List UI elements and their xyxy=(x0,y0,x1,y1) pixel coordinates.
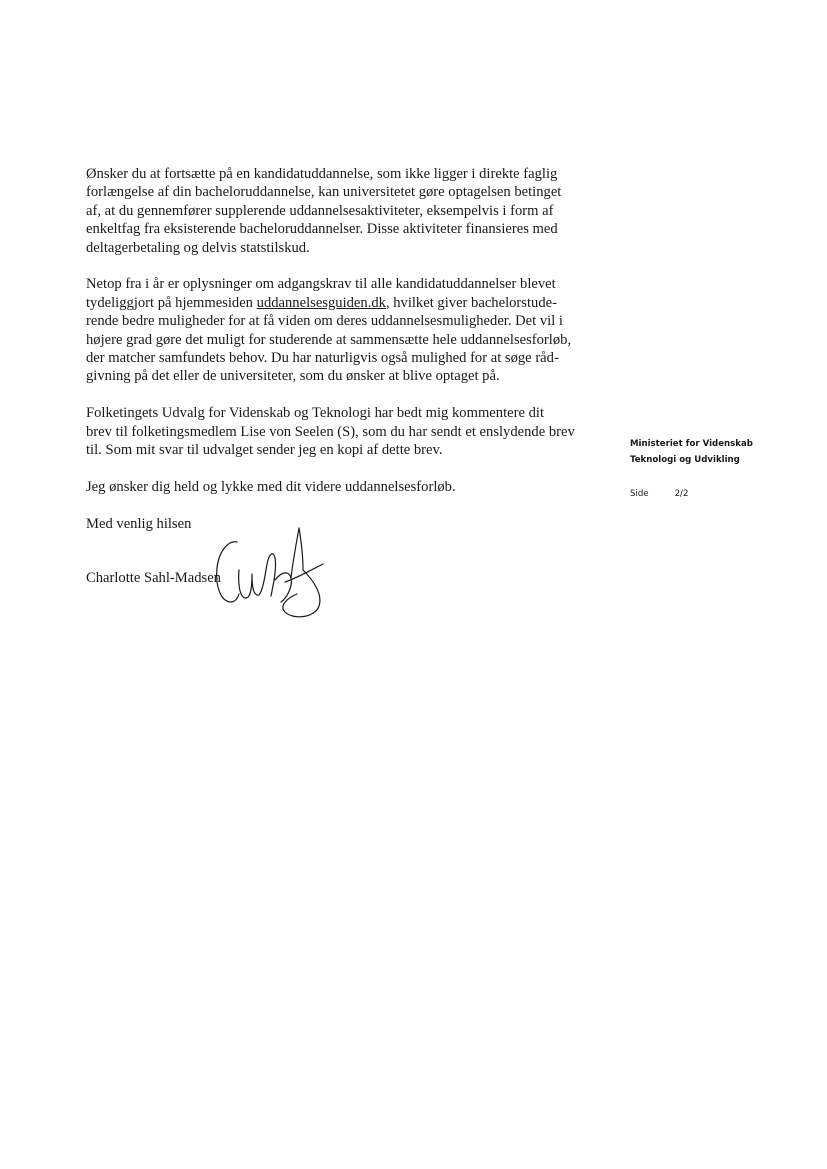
text-line: der matcher samfundets behov. Du har naturligvis også mulighed for at søge råd- xyxy=(86,350,559,367)
paragraph-admission-requirements xyxy=(86,275,606,385)
text-line: rende bedre muligheder for at få viden om deres uddannelsesmuligheder. Det vil i xyxy=(86,313,563,330)
text-line: Jeg ønsker dig held og lykke med dit videre uddannelsesforløb. xyxy=(86,478,456,495)
page-indicator xyxy=(630,489,688,499)
page-number: 2/2 xyxy=(674,489,689,499)
ministry-name-line1: Ministeriet for Videnskab xyxy=(630,439,753,449)
paragraph-committee xyxy=(86,404,606,459)
text-line: af, at du gennemfører supplerende uddannelsesaktiviteter, eksempelvis i form af xyxy=(86,202,554,219)
text-line xyxy=(86,294,606,312)
handwritten-signature xyxy=(205,520,335,625)
closing-greeting: Med venlig hilsen xyxy=(86,516,192,532)
ministry-name-line2: Teknologi og Udvikling xyxy=(630,455,740,465)
text-line: Ønsker du at fortsætte på en kandidatuddannelse, som ikke ligger i direkte faglig xyxy=(86,166,558,182)
page-label: Side xyxy=(630,489,649,499)
text-line: brev til folketingsmedlem Lise von Seelen (S), som du har sendt et enslydende brev xyxy=(86,423,575,440)
text-line: Netop fra i år er oplysninger om adgangskrav til alle kandidatuddannelser blevet xyxy=(86,276,556,293)
signer-name: Charlotte Sahl-Madsen xyxy=(86,570,221,586)
text-fragment: , hvilket giver bachelorstude- xyxy=(385,294,557,311)
text-line: højere grad gøre det muligt for studerende at sammensætte hele uddannelsesforløb, xyxy=(86,331,572,348)
text-line: enkeltfag fra eksisterende bacheloruddannelser. Disse aktiviteter finansieres med xyxy=(86,221,558,238)
paragraph-good-luck xyxy=(86,478,606,496)
uddannelsesguiden-link[interactable]: uddannelsesguiden.dk xyxy=(256,294,386,311)
text-line: givning på det eller de universiteter, som du ønsker at blive optaget på. xyxy=(86,368,500,385)
ministry-sender-block xyxy=(630,436,753,468)
text-line: Folketingets Udvalg for Videnskab og Teknologi har bedt mig kommentere dit xyxy=(86,405,544,422)
text-line: deltagerbetaling og delvis statstilskud. xyxy=(86,239,310,256)
letter-body xyxy=(86,165,606,515)
text-fragment: tydeliggjort på hjemmesiden xyxy=(86,294,257,311)
text-line: forlængelse af din bacheloruddannelse, kan universitetet gøre optagelsen betinget xyxy=(86,184,562,201)
paragraph-supplementary-education xyxy=(86,165,606,257)
text-line: til. Som mit svar til udvalget sender jeg en kopi af dette brev. xyxy=(86,442,443,459)
